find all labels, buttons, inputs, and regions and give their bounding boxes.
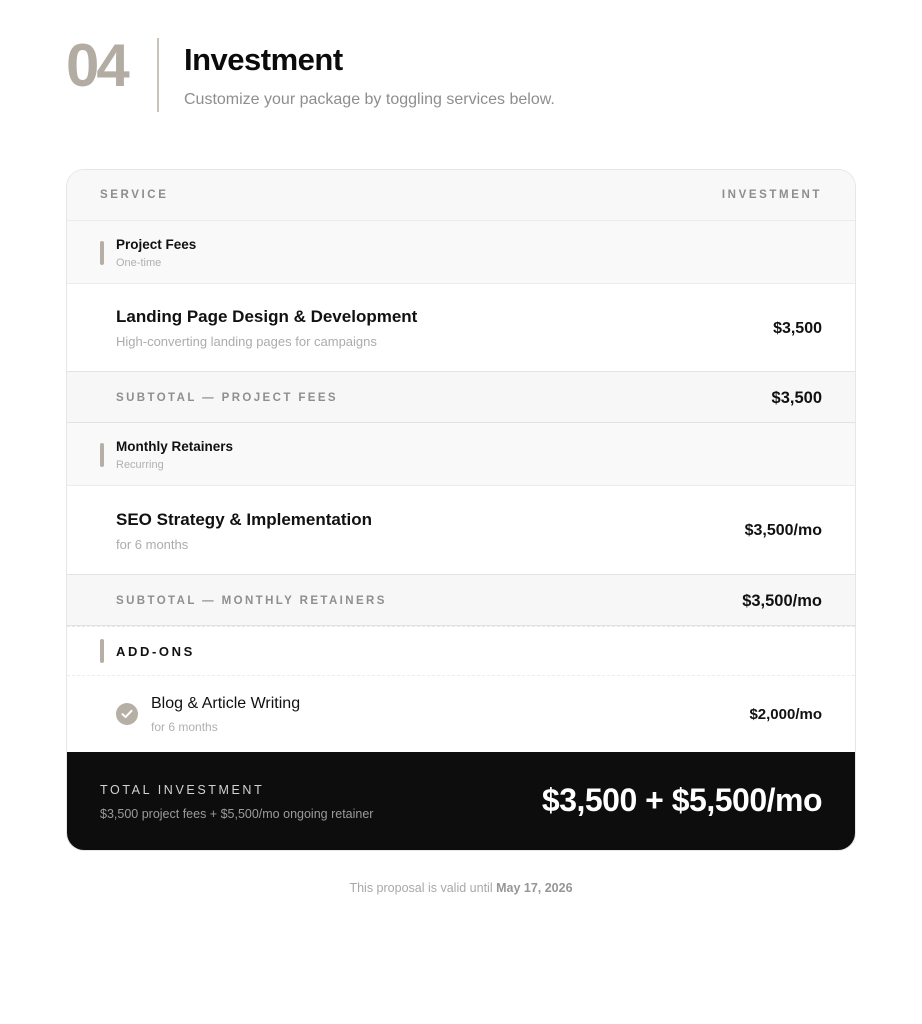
- validity-date: May 17, 2026: [496, 881, 573, 895]
- group-accent-bar: [100, 241, 104, 265]
- group-title: Project Fees: [116, 237, 197, 252]
- item-description: for 6 months: [116, 537, 189, 552]
- addon-description: for 6 months: [151, 720, 218, 734]
- line-item-seo[interactable]: [67, 486, 855, 575]
- column-header-investment: INVESTMENT: [721, 189, 822, 201]
- item-title: SEO Strategy & Implementation: [116, 510, 372, 529]
- table-header: [67, 170, 855, 221]
- column-header-service: SERVICE: [100, 189, 169, 201]
- group-accent-bar: [100, 443, 104, 467]
- group-header-monthly-retainers: [67, 423, 855, 486]
- group-header-project-fees: [67, 221, 855, 284]
- page-title: Investment: [184, 42, 343, 77]
- subtotal-value: $3,500: [771, 389, 822, 407]
- header-divider: [157, 38, 159, 112]
- subtotal-label: SUBTOTAL — MONTHLY RETAINERS: [116, 595, 387, 607]
- item-price: $3,500/mo: [744, 522, 822, 539]
- investment-table: [66, 169, 856, 851]
- total-amount: $3,500 + $5,500/mo: [541, 782, 822, 818]
- total-breakdown: $3,500 project fees + $5,500/mo ongoing retainer: [100, 807, 374, 821]
- group-subtitle: One-time: [116, 257, 162, 269]
- line-item-landing-page[interactable]: [67, 284, 855, 372]
- check-circle-icon[interactable]: [116, 703, 138, 725]
- item-title: Landing Page Design & Development: [116, 307, 418, 326]
- addon-item-blog-writing[interactable]: [67, 676, 855, 752]
- group-header-add-ons: [67, 626, 855, 676]
- subtotal-label: SUBTOTAL — PROJECT FEES: [116, 392, 338, 404]
- addon-title: Blog & Article Writing: [151, 695, 301, 712]
- page-subtitle: Customize your package by toggling services below.: [184, 91, 555, 108]
- group-title: ADD-ONS: [116, 644, 195, 659]
- addon-price: $2,000/mo: [749, 706, 822, 723]
- validity-note: [0, 881, 922, 895]
- subtotal-value: $3,500/mo: [742, 592, 822, 610]
- section-header: [66, 32, 856, 112]
- section-number: 04: [66, 32, 127, 99]
- group-subtitle: Recurring: [116, 459, 164, 471]
- validity-prefix: This proposal is valid until: [349, 881, 493, 895]
- group-title: Monthly Retainers: [116, 439, 234, 454]
- subtotal-project-fees: [67, 372, 855, 423]
- total-label: TOTAL INVESTMENT: [100, 783, 265, 797]
- total-investment-bar: [67, 752, 855, 851]
- subtotal-monthly-retainers: [67, 575, 855, 626]
- checkmark-icon: [121, 709, 133, 719]
- item-price: $3,500: [773, 320, 822, 337]
- group-accent-bar: [100, 639, 104, 663]
- item-description: High-converting landing pages for campaigns: [116, 334, 377, 349]
